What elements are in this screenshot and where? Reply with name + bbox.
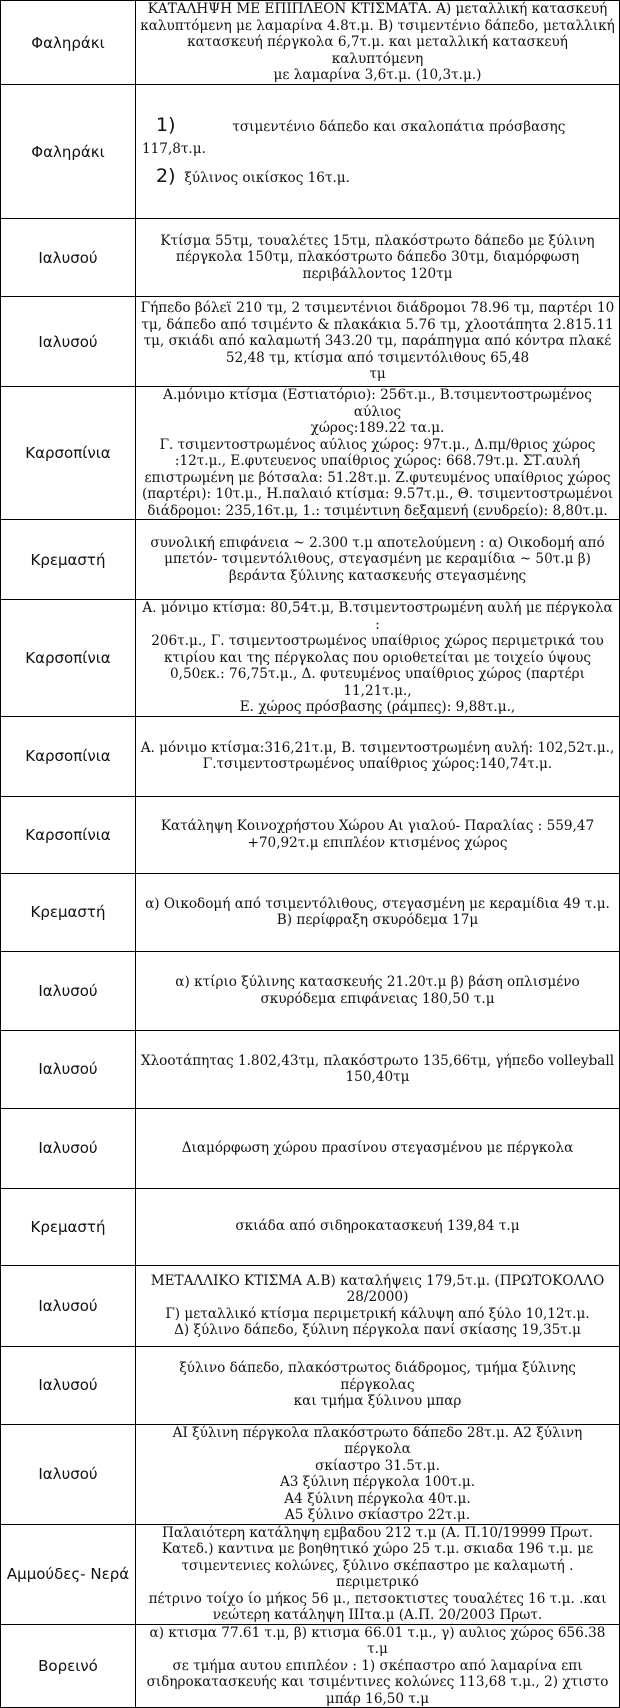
description-line: συνολική επιφάνεια ~ 2.300 τ.μ αποτελούμενη : α) Οικοδομή από bbox=[150, 534, 605, 551]
table-row bbox=[1, 1624, 620, 1708]
description-cell bbox=[136, 716, 620, 796]
description-cell bbox=[136, 1265, 620, 1346]
description-cell bbox=[136, 520, 620, 600]
location-cell: Βορεινό bbox=[1, 1624, 136, 1708]
description-line: βεράντα ξύλινης κατασκευής στεγασμένης bbox=[228, 567, 527, 584]
table-row bbox=[1, 1265, 620, 1346]
table-row bbox=[1, 1030, 620, 1108]
table-row bbox=[1, 1188, 620, 1265]
description-line: μπετόν- τσιμεντόλιθους, στεγασμένη με κεραμίδια ~ 50τ.μ β) bbox=[164, 551, 591, 568]
description-line: ξύλινο δάπεδο, πλακόστρωτος διάδρομος, τμήμα ξύλινης πέργκολας bbox=[179, 1360, 576, 1393]
description-line: ΑΙ ξύλινη πέργκολα πλακόστρωτο δάπεδο 28τ.μ. Α2 ξύλινη πέργκολα bbox=[172, 1424, 583, 1457]
description-line: Δ) ξύλινο δάπεδο, ξύλινη πέργκολα πανί σκίασης 19,35τ.μ bbox=[174, 1322, 581, 1338]
item-number: 1) bbox=[156, 113, 176, 136]
description-cell bbox=[136, 796, 620, 873]
description-line: Α5 ξύλινο σκίαστρο 22τ.μ. bbox=[284, 1507, 471, 1523]
description-cell bbox=[136, 85, 620, 219]
location-cell: Ιαλυσού bbox=[1, 1265, 136, 1346]
description-line: Κτίσμα 55τμ, τουαλέτες 15τμ, πλακόστρωτο δάπεδο με ξύλινη bbox=[160, 232, 595, 249]
table-row bbox=[1, 520, 620, 600]
description-line: με λαμαρίνα 3,6τ.μ. (10,3τ.μ.) bbox=[273, 67, 482, 84]
description-cell bbox=[136, 600, 620, 717]
location-cell: Κρεμαστή bbox=[1, 520, 136, 600]
description-line: Γήπεδο βόλεϊ 210 τμ, 2 τσιμεντένιοι διάδρομοι 78.96 τμ, παρτέρι 10 bbox=[140, 300, 615, 317]
table-row bbox=[1, 796, 620, 873]
description-line: Α. μόνιμο κτίσμα: 80,54τ.μ, Β.τσιμεντοστρωμένη αυλή με πέργκολα : bbox=[142, 600, 613, 633]
description-cell bbox=[136, 1524, 620, 1624]
description-line: σε τμήμα αυτου επιπλέον : 1) σκέπαστρο από λαμαρίνα επι bbox=[172, 1657, 583, 1674]
description-cell bbox=[136, 951, 620, 1030]
description-line: Γ. τσιμεντοστρωμένος αύλιος χώρος: 97τ.μ., Δ.πμ/θριος χώρος bbox=[159, 436, 596, 453]
table-row bbox=[1, 1, 620, 85]
table-row bbox=[1, 600, 620, 717]
description-line: Γ) μεταλλικό κτίσμα περιμετρική κάλυψη από ξύλο 10,12τ.μ. bbox=[165, 1305, 590, 1322]
description-cell bbox=[136, 1108, 620, 1188]
description-line: (παρτέρι): 10τ.μ., Η.παλαιό κτίσμα: 9.57τ.μ., Θ. τσιμεντοστρωμένοι bbox=[141, 486, 614, 502]
location-cell: Ιαλυσού bbox=[1, 297, 136, 387]
description-line: α) Οικοδομή από τσιμεντόλιθους, στεγασμένη με κεραμίδια 49 τ.μ. bbox=[145, 895, 610, 912]
description-line: σκίαστρο 31.5τ.μ. bbox=[315, 1457, 440, 1474]
description-line: Κατάληψη Κοινοχρήστου Χώρου Αι γιαλού- Παραλίας : 559,47 bbox=[160, 818, 595, 834]
description-line: περιβάλλοντος 120τμ bbox=[302, 265, 453, 282]
table-row bbox=[1, 1524, 620, 1624]
location-cell: Ιαλυσού bbox=[1, 1346, 136, 1424]
description-line: Α. μόνιμο κτίσμα:316,21τ.μ, Β. τσιμεντοστρωμένη αυλή: 102,52τ.μ., bbox=[140, 739, 615, 756]
description-line: τμ bbox=[369, 366, 386, 383]
description-line: μπάρ 16,50 τ.μ bbox=[325, 1690, 430, 1707]
description-cell bbox=[136, 1346, 620, 1424]
description-line: Διαμόρφωση χώρου πρασίνου στεγασμένου με πέργκολα bbox=[181, 1139, 574, 1156]
description-line: 150,40τμ bbox=[345, 1069, 410, 1085]
description-line: κατασκευή πέργκολα 6,7τ.μ. και μεταλλική κατασκευή καλυπτόμενη bbox=[187, 34, 568, 67]
description-line: διάδρομοι: 235,16τ.μ, 1.: τσιμέντινη δεξαμενή (ενυδρείο): 8,80τ.μ. bbox=[147, 502, 608, 519]
location-cell: Φαληράκι bbox=[1, 1, 136, 85]
item-text: τσιμεντένιο δάπεδο και σκαλοπάτια πρόσβασης bbox=[232, 118, 566, 135]
description-cell bbox=[136, 297, 620, 387]
description-line: τμ, σκιάδι από καλαμωτή 343.20 τμ, παράπηγμα από κόντρα πλακέ bbox=[143, 333, 612, 350]
description-line: πέτρινο τοίχο ίο μήκος 56 μ., πετσοκτιστες τουαλέτες 16 τ.μ. .και bbox=[148, 1590, 607, 1607]
description-line: Α3 ξύλινη πέργκολα 100τ.μ. bbox=[279, 1474, 476, 1490]
description-line: πέργκολα 150τμ, πλακόστρωτο δάπεδο 30τμ, διαμόρφωση bbox=[175, 249, 580, 266]
description-cell bbox=[136, 387, 620, 520]
location-cell: Κρεμαστή bbox=[1, 873, 136, 951]
description-cell bbox=[136, 1030, 620, 1108]
description-line bbox=[142, 113, 615, 136]
description-line: σκυρόδεμα επιφάνειας 180,50 τ.μ bbox=[260, 990, 495, 1007]
description-cell bbox=[136, 219, 620, 297]
location-cell: Ιαλυσού bbox=[1, 219, 136, 297]
description-line: :12τ.μ., Ε.φυτευενος υπαίθριος χώρος: 668.79τ.μ. ΣΤ.αυλή bbox=[174, 453, 581, 469]
location-cell: Καρσοπίνια bbox=[1, 716, 136, 796]
description-line: χώρος:189.22 τα.μ. bbox=[310, 420, 445, 436]
description-line: α) κτισμα 77.61 τ.μ, β) κτισμα 66.01 τ.μ., γ) αυλιος χώρος 656.38 τ.μ bbox=[149, 1624, 606, 1657]
item-number: 2) bbox=[156, 164, 176, 187]
description-line: ΚΑΤΑΛΗΨΗ ΜΕ ΕΠΙΠΛΕΟΝ ΚΤΙΣΜΑΤΑ. Α) μεταλλική κατασκευή bbox=[147, 1, 608, 18]
table-row bbox=[1, 1346, 620, 1424]
location-cell: Αμμούδες- Νερά bbox=[1, 1524, 136, 1624]
location-cell: Καρσοπίνια bbox=[1, 387, 136, 520]
location-cell: Ιαλυσού bbox=[1, 1108, 136, 1188]
description-line: Κατεδ.) καντινα με βοηθητικό χώρο 25 τ.μ. σκιαδα 196 τ.μ. με bbox=[161, 1541, 594, 1557]
description-line bbox=[142, 164, 615, 187]
location-cell: Ιαλυσού bbox=[1, 1424, 136, 1524]
description-cell bbox=[136, 1624, 620, 1708]
item-text: ξύλινος οικίσκος 16τ.μ. bbox=[184, 169, 350, 186]
table-row bbox=[1, 1424, 620, 1524]
table-row bbox=[1, 297, 620, 387]
description-line: Β) περίφραξη σκυρόδεμα 17μ bbox=[276, 912, 479, 928]
description-line: Παλαιότερη κατάληψη εμβαδου 212 τ.μ (Α. Π.10/19999 Πρωτ. bbox=[162, 1524, 593, 1541]
description-line: σιδηροκατασκευής και τσιμέντινες κολώνες 113,68 τ.μ., 2) χτιστο bbox=[146, 1674, 609, 1690]
table-row bbox=[1, 873, 620, 951]
description-line: Ε. χώρος πρόσβασης (ράμπες): 9,88τ.μ., bbox=[239, 699, 516, 715]
table-row bbox=[1, 1108, 620, 1188]
description-line: και τμήμα ξύλινου μπαρ bbox=[293, 1393, 462, 1410]
description-cell bbox=[136, 1188, 620, 1265]
description-line: 117,8τ.μ. bbox=[142, 141, 206, 158]
location-cell: Κρεμαστή bbox=[1, 1188, 136, 1265]
location-cell: Ιαλυσού bbox=[1, 951, 136, 1030]
description-line: επιστρωμένη με βότσαλα: 51.28τ.μ. Ζ.φυτευμένος υπαίθριος χώρος bbox=[144, 469, 611, 486]
table-row bbox=[1, 219, 620, 297]
table-row bbox=[1, 716, 620, 796]
description-line: 52,48 τμ, κτίσμα από τσιμεντόλιθους 65,48 bbox=[225, 349, 530, 366]
description-line: νεώτερη κατάληψη ΙΙΙτα.μ (Α.Π. 20/2003 Πρωτ. bbox=[212, 1607, 543, 1623]
description-line: καλυπτόμενη με λαμαρίνα 4.8τ.μ. Β) τσιμεντένιο δάπεδο, μεταλλική bbox=[140, 17, 615, 34]
table-row bbox=[1, 387, 620, 520]
description-line: Α4 ξύλινη πέργκολα 40τ.μ. bbox=[284, 1490, 471, 1507]
location-cell: Ιαλυσού bbox=[1, 1030, 136, 1108]
table-row bbox=[1, 951, 620, 1030]
description-line: τσιμεντενιες κολώνες, ξύλινο σκέπαστρο με καλαμωτή . περιμετρικό bbox=[181, 1557, 574, 1590]
description-line: α) κτίριο ξύλινης κατασκευής 21.20τ.μ β) βάση οπλισμένο bbox=[175, 974, 580, 990]
description-cell bbox=[136, 873, 620, 951]
description-line: 206τ.μ., Γ. τσιμεντοστρωμένος υπαίθριος χώρος περιμετρικά του bbox=[151, 633, 604, 649]
description-line: σκιάδα από σιδηροκατασκευή 139,84 τ.μ bbox=[235, 1218, 520, 1235]
location-cell: Καρσοπίνια bbox=[1, 796, 136, 873]
description-line: κτιρίου και της πέργκολας που οριοθετείται με τοιχείο ύψους bbox=[163, 649, 592, 666]
description-line: +70,92τ.μ επιπλέον κτισμένος χώρος bbox=[247, 834, 508, 851]
description-line: τμ, δάπεδο από τσιμέντο & πλακάκια 5.76 τμ, χλοοτάπητα 2.815.11 bbox=[141, 316, 614, 333]
description-line: Γ.τσιμεντοστρωμένος υπαίθριος χώρος:140,74τ.μ. bbox=[202, 756, 553, 772]
description-cell bbox=[136, 1, 620, 85]
location-cell: Φαληράκι bbox=[1, 85, 136, 219]
description-line: ΜΕΤΑΛΛΙΚΟ ΚΤΙΣΜΑ Α.Β) καταλήψεις 179,5τ.μ. (ΠΡΩΤΟΚΟΛΛΟ bbox=[150, 1272, 605, 1289]
description-line: 0,50εκ.: 76,75τ.μ., Δ. φυτευμένος υπαίθριος χώρος (παρτέρι 11,21τ.μ., bbox=[170, 666, 585, 699]
description-line: 28/2000) bbox=[346, 1289, 409, 1305]
description-cell bbox=[136, 1424, 620, 1524]
description-line: Α.μόνιμο κτίσμα (Εστιατόριο): 256τ.μ., Β.τσιμεντοστρωμένος αύλιος bbox=[163, 387, 592, 420]
location-cell: Καρσοπίνια bbox=[1, 600, 136, 717]
table-row bbox=[1, 85, 620, 219]
description-line: Χλοοτάπητας 1.802,43τμ, πλακόστρωτο 135,66τμ, γήπεδο volleyball bbox=[140, 1052, 615, 1069]
